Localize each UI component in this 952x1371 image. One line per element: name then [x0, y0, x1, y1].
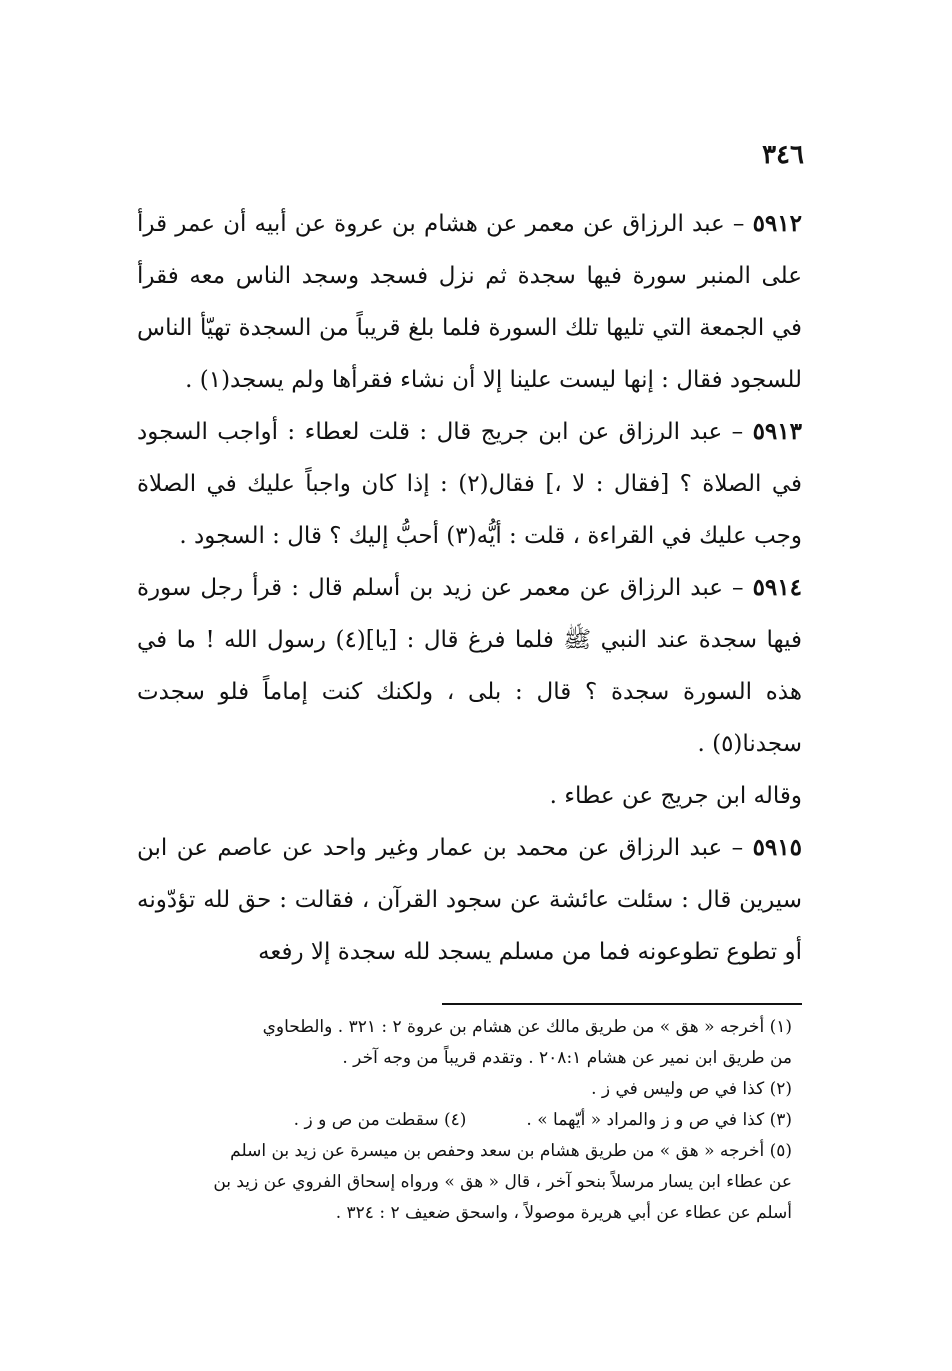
hadith-text: – عبد الرزاق عن محمد بن عمار وغير واحد عن عاصم عن ابن سيرين قال : سئلت عائشة عن سجود القرآن ، فقالت : حق لله تؤدّونه أو تطوع تطوعونه فما من مسلم يسجد لله سجدة إلا رفعه: [137, 835, 802, 965]
footnote-line: أسلم عن عطاء عن أبي هريرة موصولاً ، واسحق ضعيف ٢ : ٣٢٤ .: [335, 1203, 792, 1223]
hadith-text: – عبد الرزاق عن ابن جريج قال : قلت لعطاء : أواجب السجود في الصلاة ؟ [فقال : لا ،] فقال(٢) : إذا كان واجباً عليك في الصلاة وجب عليك في القراءة ، قلت : أيُّه(٣) أحبُّ إليك ؟ قال : السجود .: [137, 419, 802, 549]
footnote-line-pair: [137, 1105, 792, 1136]
main-text: [137, 198, 802, 978]
hadith-number: ٥٩١٣: [752, 418, 802, 445]
hadith-paragraph-5915: [137, 822, 802, 978]
page-number: ٣٤٦: [762, 140, 804, 170]
hadith-paragraph-5912: [137, 198, 802, 406]
footnote-line: عن عطاء ابن يسار مرسلاً بنحو آخر ، قال « هق » ورواه إسحاق الفروي عن زيد بن: [213, 1172, 792, 1192]
hadith-number: ٥٩١٤: [752, 574, 802, 601]
hadith-text: وقاله ابن جريج عن عطاء .: [549, 783, 802, 809]
narration-note: [137, 770, 802, 822]
footnote-4: (٤) سقطت من ص و ز .: [293, 1110, 467, 1130]
footnote-line: (٥) أخرجه « هق » من طريق هشام بن سعد وحفص بن ميسرة عن زيد بن اسلم: [230, 1141, 792, 1161]
footnote-line: (١) أخرجه « هق » من طريق مالك عن هشام بن عروة ٢ : ٣٢١ . والطحاوي: [262, 1017, 792, 1037]
hadith-paragraph-5914: [137, 562, 802, 770]
hadith-paragraph-5913: [137, 406, 802, 562]
hadith-text: – عبد الرزاق عن معمر عن زيد بن أسلم قال : قرأ رجل سورة فيها سجدة عند النبي ﷺ فلما فرغ قال : [يا](٤) رسول الله ! ما في هذه السورة سجدة ؟ قال : بلى ، ولكنك كنت إماماً فلو سجدت سجدنا(٥) .: [137, 575, 803, 757]
hadith-number: ٥٩١٥: [752, 834, 802, 861]
footnote-line: (٢) كذا في ص وليس في ز .: [591, 1079, 792, 1099]
footnote-divider: [442, 1003, 802, 1005]
footnotes: [137, 1012, 792, 1229]
footnote-line: من طريق ابن نمير عن هشام ٢٠٨:١ . وتقدم قريباً من وجه آخر .: [342, 1048, 792, 1068]
hadith-text: – عبد الرزاق عن معمر عن هشام بن عروة عن أبيه أن عمر قرأ على المنبر سورة فيها سجدة ثم نزل فسجد وسجد الناس معه فقرأ في الجمعة التي تليها تلك السورة فلما بلغ قريباً من السجدة تهيّأ الناس للسجود فقال : إنها ليست علينا إلا أن نشاء فقرأها ولم يسجد(١) .: [137, 211, 802, 393]
hadith-number: ٥٩١٢: [752, 210, 802, 237]
footnote-3: (٣) كذا في ص و ز والمراد « أيّهما » .: [526, 1110, 792, 1130]
